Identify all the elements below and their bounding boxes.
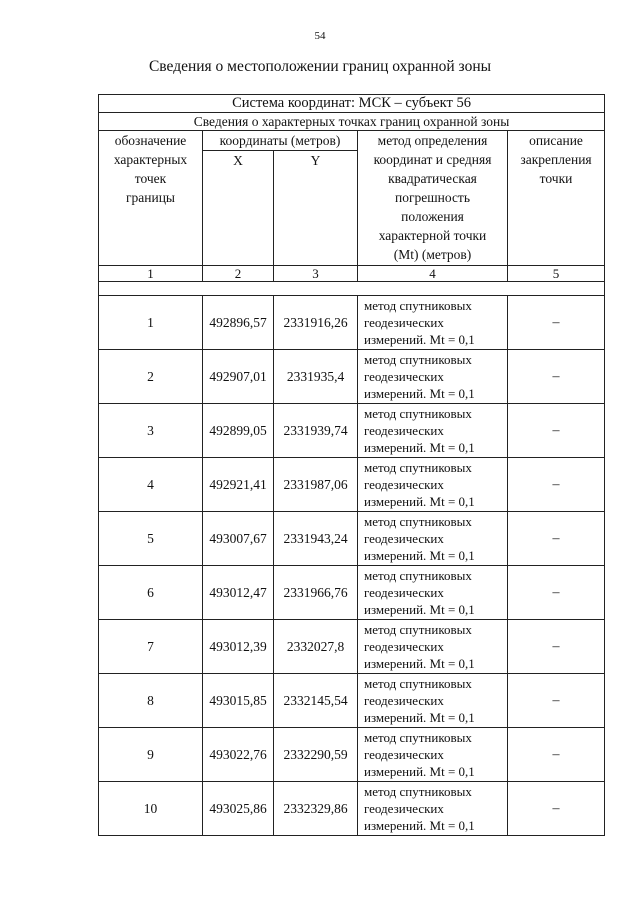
method-cell: [358, 458, 508, 512]
method-line: метод спутниковых: [364, 298, 472, 313]
column-number: 1: [99, 266, 203, 282]
method-line: геодезических: [364, 747, 444, 762]
table-row: [99, 404, 605, 458]
x-coordinate-cell: 492921,41: [203, 458, 274, 512]
method-cell: [358, 728, 508, 782]
method-line: измерений. Mt = 0,1: [364, 494, 475, 509]
method-line: метод спутниковых: [364, 730, 472, 745]
header-method-line: положения: [401, 209, 464, 224]
description-cell: –: [508, 350, 605, 404]
y-coordinate-cell: 2332290,59: [274, 728, 358, 782]
method-line: геодезических: [364, 585, 444, 600]
method-line: измерений. Mt = 0,1: [364, 440, 475, 455]
description-cell: –: [508, 296, 605, 350]
method-line: измерений. Mt = 0,1: [364, 656, 475, 671]
method-line: измерений. Mt = 0,1: [364, 386, 475, 401]
column-number: 5: [508, 266, 605, 282]
table-row: [99, 674, 605, 728]
document-title: Сведения о местоположении границ охранной зоны: [148, 58, 492, 75]
header-method-line: погрешность: [394, 190, 470, 205]
y-coordinate-cell: 2331943,24: [274, 512, 358, 566]
method-line: геодезических: [364, 477, 444, 492]
point-id-cell: 6: [99, 566, 203, 620]
method-line: геодезических: [364, 369, 444, 384]
description-cell: –: [508, 674, 605, 728]
y-coordinate-cell: 2331987,06: [274, 458, 358, 512]
point-id-cell: 10: [99, 782, 203, 836]
method-line: метод спутниковых: [364, 514, 472, 529]
method-line: метод спутниковых: [364, 568, 472, 583]
table-row: [99, 728, 605, 782]
method-line: метод спутниковых: [364, 784, 472, 799]
description-cell: –: [508, 782, 605, 836]
column-number: 2: [203, 266, 274, 282]
description-cell: –: [508, 566, 605, 620]
y-coordinate-cell: 2331966,76: [274, 566, 358, 620]
method-line: метод спутниковых: [364, 406, 472, 421]
header-y: Y: [274, 151, 358, 266]
header-desc-line: описание: [529, 133, 583, 148]
table-row: [99, 350, 605, 404]
method-cell: [358, 674, 508, 728]
column-number: 4: [358, 266, 508, 282]
header-point-line: точек: [134, 171, 167, 186]
header-point-line: обозначение: [114, 133, 187, 148]
description-cell: –: [508, 728, 605, 782]
method-cell: [358, 620, 508, 674]
header-method-line: метод определения: [377, 133, 488, 148]
x-coordinate-cell: 493015,85: [203, 674, 274, 728]
table-row: [99, 458, 605, 512]
point-id-cell: 8: [99, 674, 203, 728]
x-coordinate-cell: 492896,57: [203, 296, 274, 350]
point-id-cell: 9: [99, 728, 203, 782]
point-id-cell: 3: [99, 404, 203, 458]
description-cell: –: [508, 404, 605, 458]
method-line: метод спутниковых: [364, 352, 472, 367]
header-method-line: координат и средняя: [373, 152, 492, 167]
spacer-row: [99, 282, 605, 296]
table-subtitle: Сведения о характерных точках границ охранной зоны: [99, 113, 605, 131]
table-row: [99, 620, 605, 674]
method-line: измерений. Mt = 0,1: [364, 548, 475, 563]
point-id-cell: 5: [99, 512, 203, 566]
header-method: [358, 131, 508, 266]
coordinates-table: [98, 94, 605, 836]
point-id-cell: 1: [99, 296, 203, 350]
header-desc-line: точки: [539, 171, 573, 186]
method-cell: [358, 512, 508, 566]
method-line: метод спутниковых: [364, 676, 472, 691]
method-line: измерений. Mt = 0,1: [364, 602, 475, 617]
table-row: [99, 782, 605, 836]
method-line: геодезических: [364, 315, 444, 330]
point-id-cell: 4: [99, 458, 203, 512]
y-coordinate-cell: 2331916,26: [274, 296, 358, 350]
method-cell: [358, 296, 508, 350]
method-cell: [358, 782, 508, 836]
header-point-line: характерных: [113, 152, 188, 167]
description-cell: –: [508, 620, 605, 674]
method-line: измерений. Mt = 0,1: [364, 710, 475, 725]
y-coordinate-cell: 2331939,74: [274, 404, 358, 458]
header-method-line: квадратическая: [388, 171, 477, 186]
method-cell: [358, 404, 508, 458]
method-line: измерений. Mt = 0,1: [364, 332, 475, 347]
method-cell: [358, 350, 508, 404]
method-line: геодезических: [364, 801, 444, 816]
method-line: измерений. Mt = 0,1: [364, 818, 475, 833]
method-line: геодезических: [364, 531, 444, 546]
method-line: измерений. Mt = 0,1: [364, 764, 475, 779]
method-line: геодезических: [364, 639, 444, 654]
method-line: метод спутниковых: [364, 622, 472, 637]
page-number: 54: [314, 30, 326, 42]
header-desc-line: закрепления: [520, 152, 592, 167]
method-cell: [358, 566, 508, 620]
header-method-line: характерной точки: [378, 228, 487, 243]
x-coordinate-cell: 493007,67: [203, 512, 274, 566]
y-coordinate-cell: 2332027,8: [274, 620, 358, 674]
description-cell: –: [508, 512, 605, 566]
table-row: [99, 512, 605, 566]
header-point: [99, 131, 203, 266]
header-x: X: [203, 151, 274, 266]
x-coordinate-cell: 492907,01: [203, 350, 274, 404]
header-description: [508, 131, 605, 266]
column-number: 3: [274, 266, 358, 282]
y-coordinate-cell: 2332329,86: [274, 782, 358, 836]
x-coordinate-cell: 493022,76: [203, 728, 274, 782]
x-coordinate-cell: 493012,47: [203, 566, 274, 620]
header-point-line: границы: [125, 190, 176, 205]
point-id-cell: 2: [99, 350, 203, 404]
coordinate-system: Система координат: МСК – субъект 56: [99, 95, 605, 113]
x-coordinate-cell: 493025,86: [203, 782, 274, 836]
y-coordinate-cell: 2331935,4: [274, 350, 358, 404]
description-cell: –: [508, 458, 605, 512]
method-line: метод спутниковых: [364, 460, 472, 475]
table-row: [99, 296, 605, 350]
x-coordinate-cell: 493012,39: [203, 620, 274, 674]
point-id-cell: 7: [99, 620, 203, 674]
table-row: [99, 566, 605, 620]
method-line: геодезических: [364, 423, 444, 438]
x-coordinate-cell: 492899,05: [203, 404, 274, 458]
header-coordinates: координаты (метров): [203, 131, 358, 151]
method-line: геодезических: [364, 693, 444, 708]
y-coordinate-cell: 2332145,54: [274, 674, 358, 728]
header-method-line: (Mt) (метров): [393, 247, 472, 262]
